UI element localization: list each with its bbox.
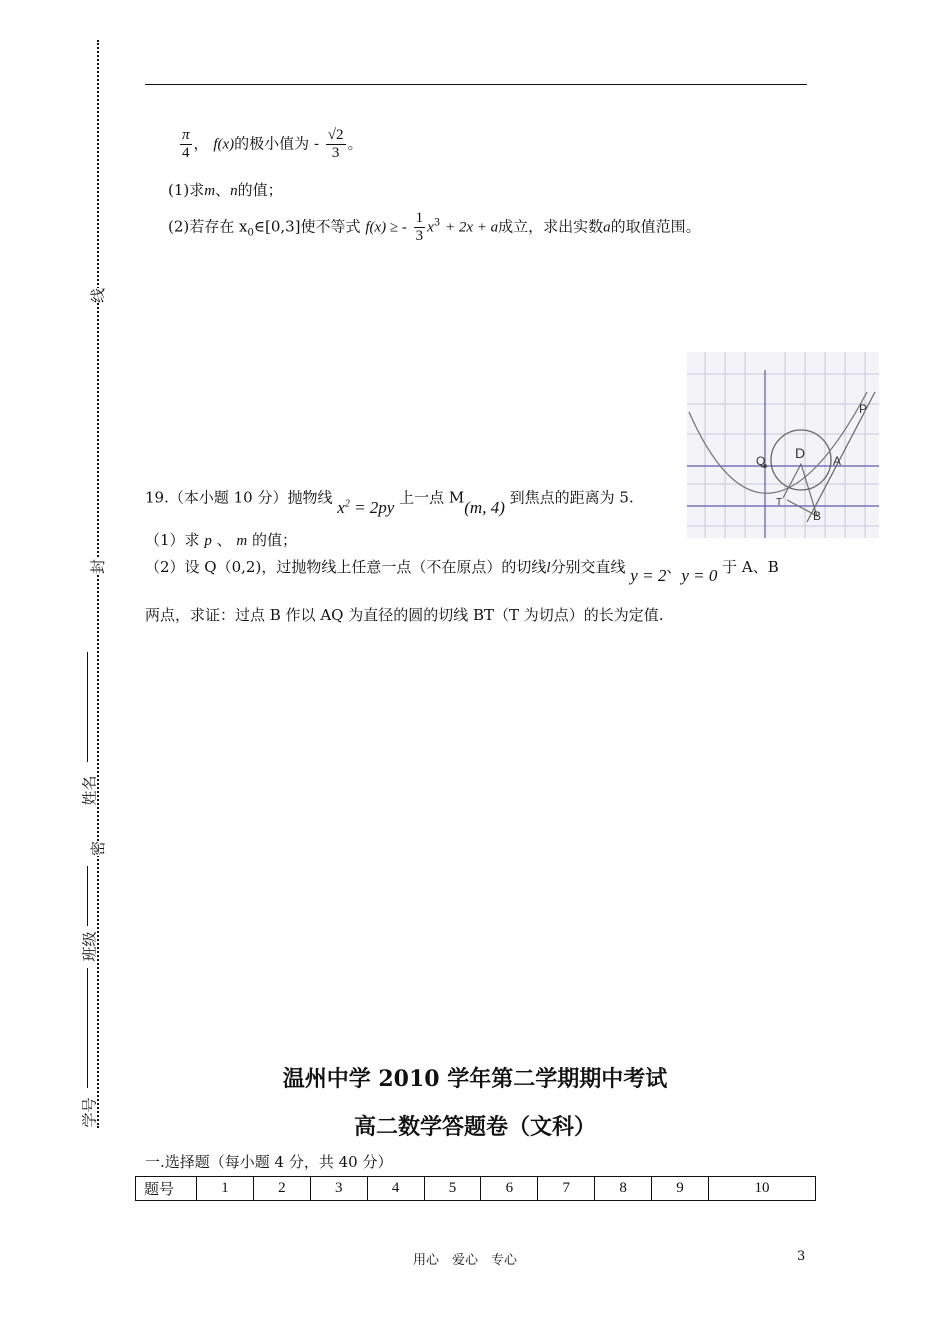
- name-label: 姓名: [80, 775, 99, 806]
- class-underline[interactable]: [87, 866, 88, 926]
- footer-slogan: 用心 爱心 专心: [412, 1253, 517, 1268]
- figure-label-p: P: [859, 402, 868, 416]
- fraction-sqrt2-over-3: $\frac{√2}{3}$: [327, 127, 344, 161]
- parabola-figure: [687, 352, 879, 538]
- problem18-line1: $\frac{\pi}{4}$ ， f(x)的极小值为 - $\frac{√2}{3}$ 。: [182, 127, 363, 161]
- name-underline[interactable]: [87, 652, 88, 762]
- fraction-pi-over-4: $\frac{\pi}{4}$: [182, 127, 190, 161]
- table-cell: 3: [310, 1177, 367, 1201]
- table-cell: 6: [481, 1177, 538, 1201]
- table-cell: 1: [197, 1177, 254, 1201]
- problem19-statement: 19.（本小题 10 分）抛物线 $x^2 = 2py$ 上一点 M(m, 4) 到焦点的距离为 5.: [145, 488, 634, 517]
- margin-label-mi: 密: [89, 840, 108, 857]
- table-row: [136, 1177, 816, 1201]
- problem19-question2: （2）设 Q（0,2)，过抛物线上任意一点（不在原点）的切线l分别交直线 y = 2、y = 0 于 A、B: [145, 558, 779, 585]
- problem19-question1: （1）求 p 、 m 的值；: [145, 531, 298, 549]
- fraction-one-third: $\frac{1}{3}$: [415, 210, 424, 244]
- binding-dotted-line: [97, 40, 99, 1128]
- table-cell: 4: [367, 1177, 424, 1201]
- header-rule: [145, 84, 807, 85]
- problem18-part2: (2)若存在 $x_0\in[0,3]$使不等式 f(x) ≥ - $\frac{1}{3}$ $x^3 + 2x + a$成立，求出实数a的取值范围。: [168, 210, 701, 244]
- table-cell: 题号: [136, 1177, 197, 1201]
- table-cell: 7: [538, 1177, 595, 1201]
- answer-table: [135, 1176, 816, 1201]
- figure-label-d: D: [795, 445, 806, 461]
- table-cell: 5: [424, 1177, 481, 1201]
- table-cell: 9: [652, 1177, 709, 1201]
- figure-label-b: B: [813, 509, 822, 523]
- section-heading: 一.选择题（每小题 4 分，共 40 分）: [145, 1153, 393, 1171]
- class-label: 班级: [80, 931, 99, 962]
- figure-label-q: Q: [756, 454, 766, 468]
- table-cell: 8: [595, 1177, 652, 1201]
- page-number: 3: [797, 1249, 806, 1264]
- problem19-question2-line2: 两点，求证：过点 B 作以 AQ 为直径的圆的切线 BT（T 为切点）的长为定值.: [145, 606, 664, 624]
- student-id-label: 学号: [80, 1097, 99, 1128]
- table-cell: 10: [708, 1177, 815, 1201]
- table-cell: 2: [253, 1177, 310, 1201]
- answer-sheet-subtitle: 高二数学答题卷（文科）: [353, 1114, 596, 1140]
- answer-sheet-title: 温州中学 2010 学年第二学期期中考试: [282, 1066, 668, 1092]
- problem18-part1: (1)求m、n的值；: [168, 181, 283, 199]
- margin-label-feng: 封: [89, 558, 108, 575]
- figure-label-a: A: [833, 454, 842, 468]
- margin-label-xian: 线: [89, 287, 108, 304]
- figure-label-t: T: [776, 497, 783, 508]
